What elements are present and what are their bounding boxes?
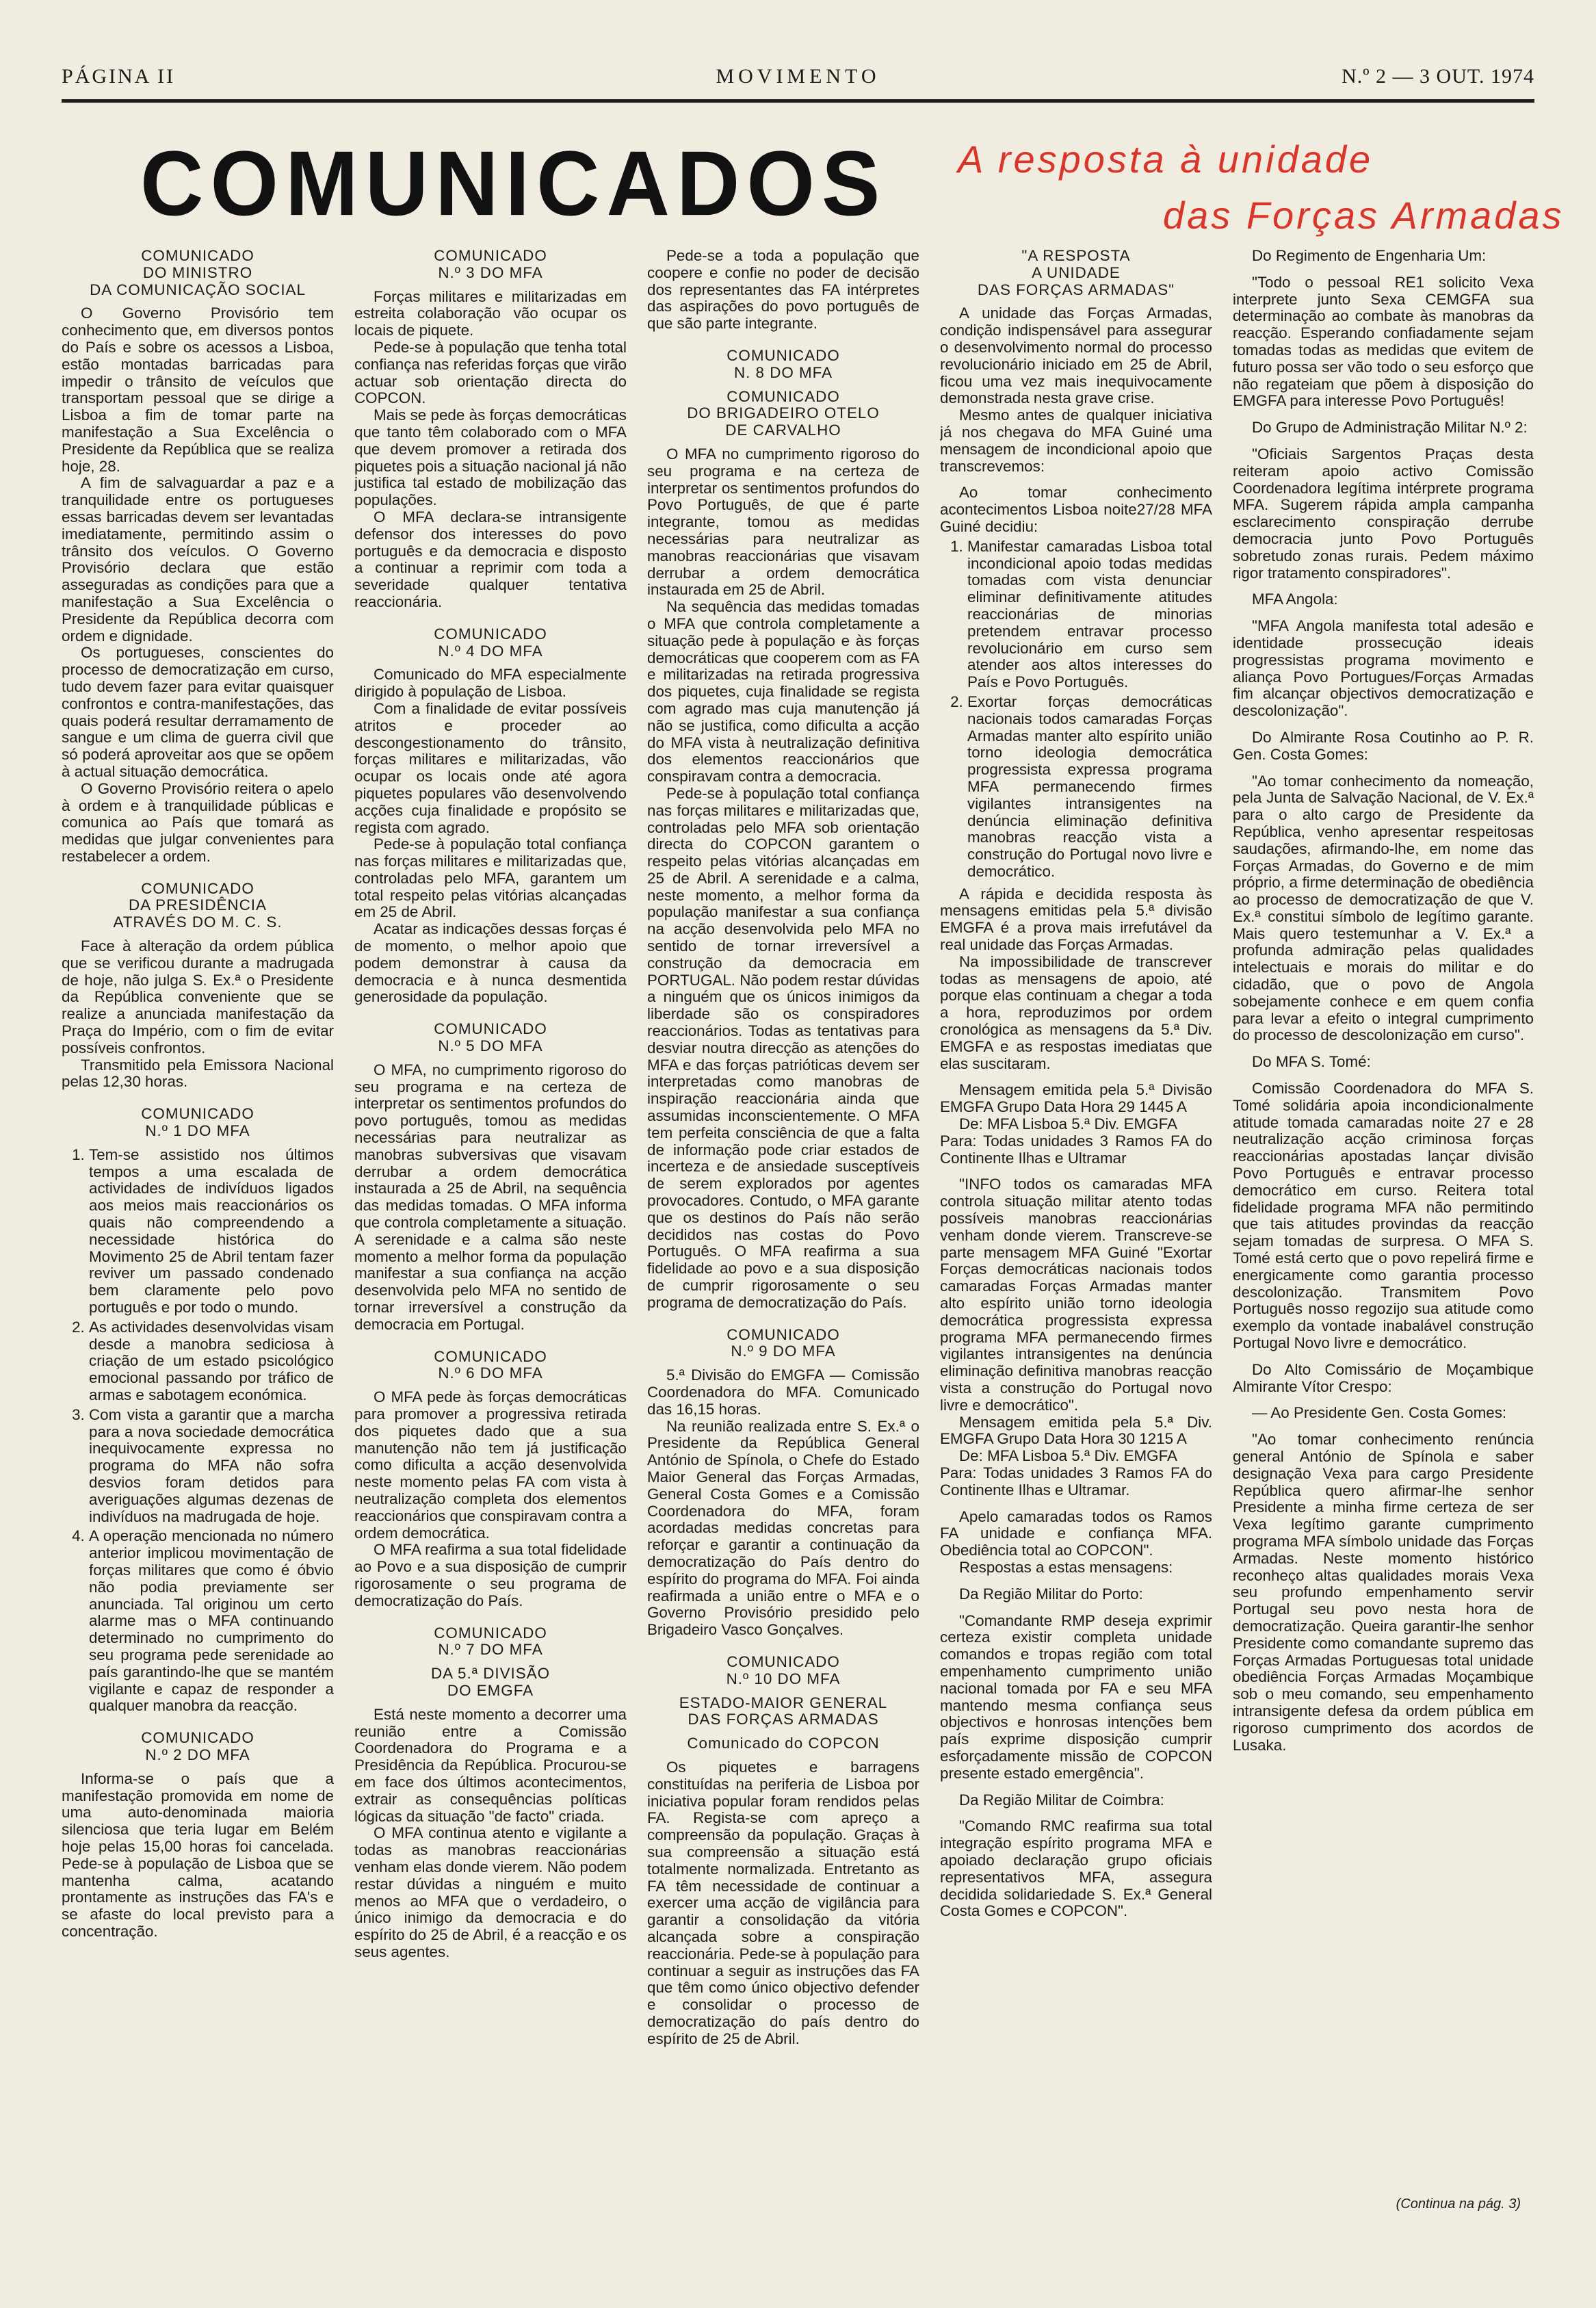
- heading: COMUNICADO N. 8 DO MFA: [727, 346, 840, 381]
- headline-line-1: A resposta à unidade: [958, 138, 1374, 181]
- paragraph: O MFA reafirma a sua total fidelidade ao Povo e a sua disposição de cumprir rigorosamente o seu programa de democratização do País.: [354, 1541, 627, 1609]
- list-item: 2. As actividades desenvolvidas visam desde a manobra sediciosa à criação de um estado psicológico emocional passando por tráfico de armas e sabotagem económica.: [89, 1319, 334, 1404]
- paragraph: Mensagem emitida pela 5.ª Divisão EMGFA Grupo Data Hora 29 1445 A: [940, 1081, 1212, 1116]
- paragraph: Mais se pede às forças democráticas que tanto têm colaborado com o MFA que devem promover a retirada dos piquetes pois a situação nacional já não justifica tal estado de mobilização das populações.: [354, 406, 627, 509]
- paragraph: Comunicado do MFA especialmente dirigido à população de Lisboa.: [354, 666, 627, 701]
- subheading: Comunicado do COPCON: [687, 1735, 880, 1752]
- paragraph: Com a finalidade de evitar possíveis atritos e proceder ao descongestionamento do trânsito, forças militares e militarizadas, vão ocupar os locais onde até agora piquetes populares vão desenvolvendo acções cuja finalidade e propósito se regista com agrado.: [354, 699, 627, 836]
- paragraph: Na impossibilidade de transcrever todas as mensagens de apoio, até porque elas continuam a chegar a toda a hora, reproduzimos por ordem cronológica as mensagens da 5.ª Div. EMGFA e as respostas imediatas que elas suscitaram.: [940, 952, 1212, 1072]
- paragraph: A rápida e decidida resposta às mensagens emitidas pela 5.ª divisão EMGFA é a prova mais irrefutável da real unidade das Forças Armadas.: [940, 885, 1212, 954]
- paragraph: Do Almirante Rosa Coutinho ao P. R. Gen. Costa Gomes:: [1233, 728, 1534, 763]
- paragraph: Transmitido pela Emissora Nacional pelas 12,30 horas.: [62, 1056, 334, 1091]
- heading: COMUNICADO DA PRESIDÊNCIA ATRAVÉS DO M. C. S.: [113, 879, 283, 931]
- paragraph: 5.ª Divisão do EMGFA — Comissão Coordenadora do MFA. Comunicado das 16,15 horas.: [647, 1366, 919, 1418]
- paragraph: Mensagem emitida pela 5.ª Div. EMGFA Grupo Data Hora 30 1215 A: [940, 1413, 1212, 1448]
- subheading: ESTADO-MAIOR GENERAL DAS FORÇAS ARMADAS: [679, 1694, 888, 1728]
- paragraph: Do Alto Comissário de Moçambique Almirante Vítor Crespo:: [1233, 1360, 1534, 1395]
- paragraph: MFA Angola:: [1252, 591, 1338, 608]
- paragraph: O Governo Provisório reitera o apelo à ordem e à tranquilidade públicas e comunica ao País que tomará as medidas que julgar convenientes para restabelecer a ordem.: [62, 779, 334, 865]
- heading: COMUNICADO N.º 5 DO MFA: [434, 1020, 547, 1055]
- heading: COMUNICADO N.º 7 DO MFA: [434, 1624, 547, 1659]
- list-item: 3. Com vista a garantir que a marcha para a nova sociedade democrática inequivocamente expressa no programa do MFA não sofra desvios foram detidos para averiguações algumas dezenas de indivíduos na madrugada de hoje.: [89, 1407, 334, 1526]
- paragraph: O MFA declara-se intransigente defensor dos interesses do povo português e da democracia e disposto a continuar a reprimir com toda a severidade qualquer tentativa reaccionária.: [354, 508, 627, 610]
- paragraph: Face à alteração da ordem pública que se verificou durante a madrugada de hoje, não julga S. Ex.ª o Presidente da República conveniente que se realize a anunciada manifestação da Praça do Império, com o fim de evitar possíveis confrontos.: [62, 937, 334, 1056]
- column-3: [647, 248, 919, 2233]
- paragraph: Está neste momento a decorrer uma reunião entre a Comissão Coordenadora do Programa e a Presidência da República. Procurou-se em face dos últimos acontecimentos, extrair as consequências políticas lógicas da situação "de facto" criada.: [354, 1705, 627, 1825]
- paragraph: De: MFA Lisboa 5.ª Div. EMGFA Para: Todas unidades 3 Ramos FA do Continente Ilhas e Ultramar.: [940, 1447, 1212, 1499]
- paragraph: "INFO todos os camaradas MFA controla situação militar atento todas possíveis manobras reaccionárias venham donde vierem. Transcreve-se parte mensagem MFA Guiné "Exortar Forças democráticas nacionais todos camaradas Forças Armadas manter alto espírito união torno ideologia democrática progressista expressa programa MFA permanecendo firmes vigilantes intransigentes na denúncia eliminação definitiva manobras reacção vista a construção do Portugal novo livre e democrático".: [940, 1176, 1212, 1414]
- paragraph: Pede-se à população total confiança nas forças militares e militarizadas que, controladas pelo MFA, garantem um total respeito pelas vitórias alcançadas em 25 de Abril.: [354, 835, 627, 921]
- page-number: PÁGINA II: [62, 65, 176, 88]
- paragraph: "Comandante RMP deseja exprimir certeza existir completa unidade comandos e tropas região com total empenhamento cumprimento união nacional tomada por FA e seu MFA mantendo mesma confiança seus objectivos e honrosas intenções bem país exprime disposição cumprir esforçadamente missão de COPCON presente estado emergência".: [940, 1611, 1212, 1782]
- heading: COMUNICADO DO MINISTRO DA COMUNICAÇÃO SOCIAL: [90, 248, 306, 298]
- paragraph: Forças militares e militarizadas em estreita colaboração vão ocupar os locais de piquete.: [354, 287, 627, 339]
- continued-note: (Continua na pág. 3): [1396, 2196, 1521, 2212]
- heading: COMUNICADO N.º 3 DO MFA: [434, 248, 547, 281]
- heading: COMUNICADO N.º 2 DO MFA: [141, 1729, 254, 1763]
- numbered-list: [62, 1147, 334, 1715]
- column-4: [940, 248, 1212, 2233]
- paragraph: "Ao tomar conhecimento renúncia general António de Spínola e saber designação Vexa para cargo Presidente República quero afirmar-lhe senhor Presidente a minha firme certeza de ser Vexa legítimo garante cumprimento programa MFA símbolo unidade das Forças Armadas. Neste momento histórico reconheço altas qualidades morais Vexa seu profundo empenhamento servir Portugal seu povo nesta hora de democratização. Queira garantir-lhe senhor Presidente como comandante supremo das Forças Armadas Portuguesas total unidade obediência Forças Armadas Moçambique sob o meu comando, seu empenhamento intransigente defesa da ordem pública em rigoroso cumprimento dos acordos de Lusaka.: [1233, 1431, 1534, 1754]
- paragraph: O MFA pede às forças democráticas para promover a progressiva retirada dos piquetes dado que a sua manutenção não tem já justificação como dificulta a acção desenvolvida neste momento pelas FA com vista à neutralização completa dos elementos reaccionários que conspiravam contra a ordem democrática.: [354, 1388, 627, 1542]
- paragraph: Pede-se a toda a população que coopere e confie no poder de decisão dos representantes das FA intérpretes das aspirações do povo português de que são parte integrante.: [647, 248, 919, 333]
- page-title: COMUNICADOS: [140, 132, 887, 235]
- heading: COMUNICADO N.º 4 DO MFA: [434, 625, 547, 660]
- paragraph: Os portugueses, conscientes do processo de democratização em curso, tudo devem fazer para evitar quaisquer confrontos e contra-manifestações, das quais poderá resultar derramamento de sangue e um clima de guerra civil que só poderá aproveitar aos que se opõem à actual situação democrática.: [62, 644, 334, 780]
- heading: COMUNICADO N.º 10 DO MFA: [726, 1652, 841, 1687]
- paragraph: A fim de salvaguardar a paz e a tranquilidade entre os portugueses essas barricadas devem ser levantadas imediatamente, permitindo assim o trânsito dos veículos. O Governo Provisório declara que estão asseguradas as condições para que a manifestação a Sua Excelência o Presidente da República decorra com ordem e dignidade.: [62, 474, 334, 645]
- paragraph: Pede-se à população que tenha total confiança nas referidas forças que virão actuar sob orientação directa do COPCON.: [354, 338, 627, 407]
- paragraph: O MFA continua atento e vigilante a todas as manobras reaccionárias venham elas donde vierem. Não podem restar dúvidas a ninguém e muito menos ao MFA que o verdadeiro, o único inimigo da democracia e do espírito do 25 de Abril, é a reacção e os seus agentes.: [354, 1824, 627, 1960]
- paragraph: Ao tomar conhecimento acontecimentos Lisboa noite27/28 MFA Guiné decidiu:: [940, 484, 1212, 535]
- paragraph: Da Região Militar do Porto:: [959, 1585, 1143, 1603]
- subheading: DA 5.ª DIVISÃO DO EMGFA: [430, 1665, 551, 1699]
- paragraph: "Oficiais Sargentos Praças desta reiteram apoio activo Comissão Coordenadora legítima intérprete programa MFA. Sugerem rápida ampla campanha esclarecimento conspiração derrube democracia junto Povo Português sobretudo zonas rurais. Pedem máximo rigor tratamento conspiradores".: [1233, 445, 1534, 582]
- paragraph: Do Grupo de Administração Militar N.º 2:: [1252, 419, 1528, 437]
- heading: COMUNICADO N.º 1 DO MFA: [141, 1105, 254, 1140]
- paragraph: Mesmo antes de qualquer iniciativa já nos chegava do MFA Guiné uma mensagem de incondicional apoio que transcrevemos:: [940, 406, 1212, 475]
- list-item: 4. A operação mencionada no número anterior implicou movimentação de forças militares que como é óbvio não podia previamente ser anunciada. Tal originou um certo alarme mas o MFA continuando determinado no cumprimento do seu programa pede serenidade ao país garantindo-lhe que se mantém vigilante e capaz de responder a qualquer manobra da reacção.: [89, 1528, 334, 1715]
- paragraph: Os piquetes e barragens constituídas na periferia de Lisboa por iniciativa popular foram rendidos pelas FA. Regista-se com apreço a compreensão da população. Graças à sua compreensão a situação está totalmente normalizada. Entretanto as FA têm necessidade de continuar a exercer uma acção de vigilância para garantir a consolidação da vitória alcançada sobre a conspiração reaccionária. Pede-se à população para continuar a seguir as instruções das FA que têm como único objectivo defender e consolidar o processo de democratização do país dentro do espírito de 25 de Abril.: [647, 1758, 919, 2047]
- paragraph: O MFA no cumprimento rigoroso do seu programa e na certeza de interpretar os sentimentos profundos do Povo Português, de que é parte integrante, tomou as medidas necessárias para neutralizar as manobras reaccionárias que visavam derrubar a ordem democrática instaurada em 25 de Abril.: [647, 445, 919, 599]
- paragraph: Comissão Coordenadora do MFA S. Tomé solidária apoia incondicionalmente atitude tomada camaradas noite 27 e 28 neutralização acção criminosa forças reaccionárias apostadas lançar divisão Povo Português e entravar processo democrático em curso. Reitera total fidelidade programa MFA não permitindo que tais atitudes provindas da reacção sejam tomadas de surpresa. O MFA S. Tomé está certo que o povo repelirá firme e energicamente como garantia processo descolonização. Transmitem Povo Português nosso regozijo sua atitude como exemplo da vontade inabalável construção Portugal Novo livre e democrático.: [1233, 1080, 1534, 1352]
- heading: COMUNICADO N.º 9 DO MFA: [727, 1325, 840, 1360]
- header-rule: [62, 99, 1534, 103]
- numbered-list: [940, 539, 1212, 881]
- paragraph: Apelo camaradas todos os Ramos FA unidade e confiança MFA. Obediência total ao COPCON".: [940, 1507, 1212, 1559]
- paragraph: Acatar as indicações dessas forças é de momento, o melhor apoio que podem demonstrar à causa da democracia e à nunca desmentida generosidade da população.: [354, 920, 627, 1006]
- paragraph: — Ao Presidente Gen. Costa Gomes:: [1252, 1404, 1507, 1422]
- heading: "A RESPOSTA A UNIDADE DAS FORÇAS ARMADAS": [977, 248, 1175, 298]
- paragraph: "MFA Angola manifesta total adesão e identidade prossecução ideais progressistas programa movimento e aliança Povo Portugues/Forças Armadas fim alcançar objectivos democratização e descolonização".: [1233, 617, 1534, 720]
- list-item: 1. Manifestar camaradas Lisboa total incondicional apoio todas medidas tomadas com vista denunciar eliminar definitivamente atitudes reaccionárias de minorias pretendem entravar processo revolucionário em curso sem atender aos altos interesses do País e Povo Português.: [967, 539, 1212, 691]
- headline-line-2: das Forças Armadas: [1163, 194, 1565, 237]
- paragraph: Do MFA S. Tomé:: [1252, 1053, 1371, 1071]
- paragraph: Da Região Militar de Coimbra:: [959, 1791, 1164, 1808]
- paragraph: Informa-se o país que a manifestação promovida em nome de uma auto-denominada maioria silenciosa que teria lugar em Belém hoje pelas 15,00 horas foi cancelada. Pede-se à população de Lisboa que se mantenha calma, acatando prontamente as instruções das FA's e se afaste do local previsto para a concentração.: [62, 1769, 334, 1940]
- subheading: COMUNICADO DO BRIGADEIRO OTELO DE CARVALHO: [687, 387, 880, 439]
- paragraph: O MFA, no cumprimento rigoroso do seu programa e na certeza de interpretar os sentimentos profundos do povo português, tomou as medidas necessárias para neutralizar as manobras subversivas que visavam derrubar a ordem democrática instaurada a 25 de Abril, na sequência das medidas tomadas. O MFA informa que controla completamente a situação. A serenidade e a calma são neste momento a melhor forma da população manifestar a sua confiança na acção desenvolvida pelo MFA no sentido de tornar irreversível a construção da democracia em Portugal.: [354, 1061, 627, 1333]
- column-5: [1233, 248, 1534, 2233]
- paragraph: Pede-se à população total confiança nas forças militares e militarizadas que, controladas pelo MFA sob orientação directa do COPCON garantem o respeito pelas vitórias alcançadas em 25 de Abril. A serenidade e a calma, neste momento, a melhor forma da população manifestar a sua confiança na acção desenvolvida pelo MFA no sentido de tornar irreversível a construção da democracia em PORTUGAL. Não podem restar dúvidas a ninguém que os únicos inimigos da liberdade são os conspiradores reaccionários. Todas as tentativas para desviar noutra direcção as atenções do MFA e das forças patrióticas devem ser interpretadas como manobras de inspiração reaccionária ainda que assumidas inconscientemente. O MFA tem perfeita consciência de que a falta de informação pode criar estados de incerteza e de ansiedade susceptíveis de serem explorados por agentes provocadores. Contudo, o MFA garante que os destinos do País não serão decididos nas costas do Povo Português. O MFA reafirma a sua fidelidade ao povo e a sua disposição de cumprir rigorosamente o seu programa de democratização do País.: [647, 784, 919, 1311]
- list-item: 1. Tem-se assistido nos últimos tempos a uma escalada de actividades de indivíduos ligados aos meios mais reaccionários os quais não compreendendo a necessidade histórica do Movimento 25 de Abril tentam fazer reviver um passado condenado bem claramente pelo povo português e por todo o mundo.: [89, 1147, 334, 1317]
- paragraph: A unidade das Forças Armadas, condição indispensável para assegurar o desenvolvimento normal do processo revolucionário iniciado em 25 de Abril, ficou uma vez mais inequivocamente demonstrada nesta grave crise.: [940, 304, 1212, 407]
- paragraph: De: MFA Lisboa 5.ª Div. EMGFA Para: Todas unidades 3 Ramos FA do Continente Ilhas e Ultramar: [940, 1115, 1212, 1167]
- paragraph: Na reunião realizada entre S. Ex.ª o Presidente da República General António de Spínola, o Chefe do Estado Maior General das Forças Armadas, General Costa Gomes e a Comissão Coordenadora do MFA, foram acordadas medidas concretas para reforçar e garantir a continuação da democratização do País dentro do espírito do programa do MFA. Foi ainda reafirmada a união entre o MFA e o Governo Provisório presidido pelo Brigadeiro Vasco Gonçalves.: [647, 1417, 919, 1639]
- paragraph: O Governo Provisório tem conhecimento que, em diversos pontos do País e sobre os acessos a Lisboa, estão montadas barricadas para impedir o trânsito de veículos que transportam pessoal que se dirige a Lisboa a fim de tomar parte na manifestação a Sua Excelência o Presidente da República que se realiza hoje, 28.: [62, 304, 334, 475]
- page-header: [62, 65, 1534, 99]
- paragraph: "Todo o pessoal RE1 solicito Vexa interprete junto Sexa CEMGFA sua determinação ao combate às manobras da reacção. Esperando confiadamente sejam tomadas todas as medidas que evitem de futuro possa ser vão todo o seu esforço que não regateiam que põem à disposição do EMGFA para interesse Povo Português!: [1233, 273, 1534, 410]
- newspaper-name: MOVIMENTO: [716, 65, 880, 88]
- paragraph: Na sequência das medidas tomadas o MFA que controla completamente a situação pede à população e às forças democráticas que cooperem com as FA e militarizadas na retirada progressiva dos piquetes, cuja finalidade se regista com agrado mas cuja manutenção já não se justifica, como dificulta a acção do MFA vista à neutralização definitiva dos elementos reaccionários que conspiravam contra a democracia.: [647, 598, 919, 786]
- paragraph: "Comando RMC reafirma sua total integração espírito programa MFA e apoiado declaração grupo oficiais representativos MFA, assegura decidida solidariedade S. Ex.ª General Costa Gomes e COPCON".: [940, 1817, 1212, 1920]
- heading: COMUNICADO N.º 6 DO MFA: [434, 1347, 547, 1382]
- paragraph: Do Regimento de Engenharia Um:: [1252, 248, 1487, 264]
- list-item: 2. Exortar forças democráticas nacionais todos camaradas Forças Armadas manter alto espírito união torno ideologia democrática progressista expressa programa MFA permanecendo firmes vigilantes intransigentes na denúncia eliminação definitiva manobras reacção vista a construção do Portugal novo livre e democrático.: [967, 694, 1212, 881]
- column-1: [62, 248, 334, 2233]
- column-2: [354, 248, 627, 2233]
- issue-date: N.º 2 — 3 OUT. 1974: [1342, 65, 1534, 88]
- paragraph: "Ao tomar conhecimento da nomeação, pela Junta de Salvação Nacional, de V. Ex.ª para o alto cargo de Presidente da República, venho apresentar respeitosas saudações, afirmando-lhe, em nome das Forças Armadas, do Governo e de mim próprio, a firme determinação de obediência ao processo de democratização de que V. Ex.ª constitui símbolo de legítimo garante. Mais quero testemunhar a V. Ex.ª a profunda admiração pelas qualidades intelectuais e morais do militar e do cidadão, que o povo de Angola sobejamente conhece e em quem confia para levar a efeito o integral cumprimento do processo de descolonização em curso".: [1233, 772, 1534, 1044]
- paragraph: Respostas a estas mensagens:: [959, 1558, 1173, 1576]
